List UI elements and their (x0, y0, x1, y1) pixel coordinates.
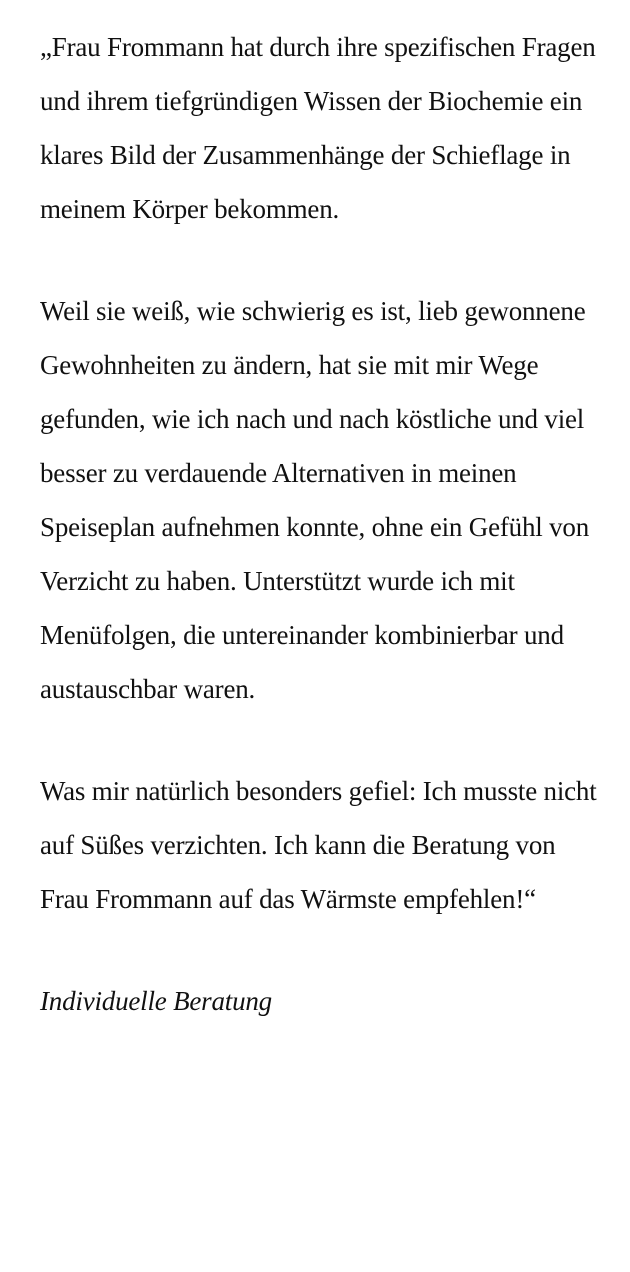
testimonial-block (40, 20, 600, 1028)
testimonial-paragraph-1: „Frau Frommann hat durch ihre spezifischen Fragen und ihrem tiefgründigen Wissen der Biochemie ein klares Bild der Zusammenhänge der Schieflage in meinem Körper bekommen. (40, 32, 596, 224)
testimonial-caption: Individuelle Beratung (40, 986, 272, 1016)
testimonial-paragraph-3: Was mir natürlich besonders gefiel: Ich musste nicht auf Süßes verzichten. Ich kann die Beratung von Frau Frommann auf das Wärmste empfehlen!“ (40, 776, 597, 914)
testimonial-paragraph-2: Weil sie weiß, wie schwierig es ist, lieb gewonnene Gewohnheiten zu ändern, hat sie mit mir Wege gefunden, wie ich nach und nach köstliche und viel besser zu verdauende Alternativen in meinen Speiseplan aufnehmen konnte, ohne ein Gefühl von Verzicht zu haben. Unterstützt wurde ich mit Menüfolgen, die untereinander kombinierbar und austauschbar waren. (40, 296, 590, 704)
